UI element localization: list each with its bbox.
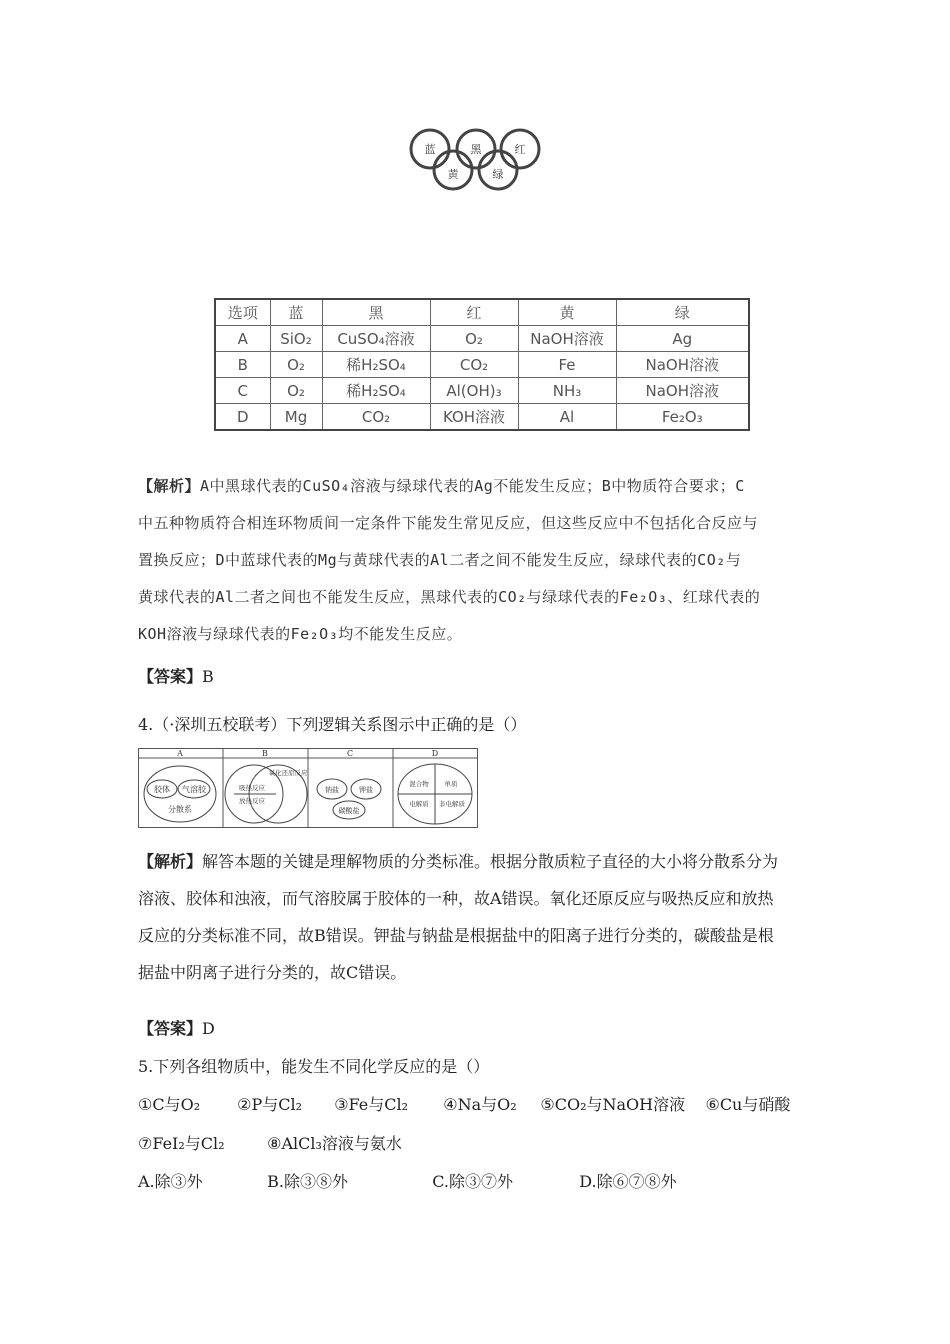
answer-value: D bbox=[202, 1019, 215, 1038]
table-cell: KOH溶液 bbox=[430, 404, 518, 431]
answer-2 bbox=[138, 1016, 215, 1039]
reaction-item: ④Na与O₂ bbox=[443, 1095, 517, 1114]
option-c[interactable]: C.除③⑦外 bbox=[432, 1172, 513, 1191]
panel-c-carbonate: 碳酸盐 bbox=[338, 807, 360, 815]
panel-d-mixture: 混合物 bbox=[409, 780, 429, 788]
question-5-items-row-1 bbox=[138, 1092, 790, 1115]
table-cell: Fe bbox=[518, 352, 616, 378]
reaction-item: ⑤CO₂与NaOH溶液 bbox=[540, 1095, 686, 1114]
table-cell: D bbox=[215, 404, 270, 431]
table-cell: O₂ bbox=[270, 352, 322, 378]
analysis-2-line: 反应的分类标准不同，故B错误。钾盐与钠盐是根据盐中的阳离子进行分类的，碳酸盐是根 bbox=[138, 926, 774, 945]
analysis-2-line: 【解析】解答本题的关键是理解物质的分类标准。根据分散质粒子直径的大小将分散系分为 bbox=[138, 852, 779, 871]
reaction-item: ⑦FeI₂与Cl₂ bbox=[138, 1134, 225, 1153]
analysis-2-line: 溶液、胶体和浊液，而气溶胶属于胶体的一种，故A错误。氧化还原反应与吸热反应和放热 bbox=[138, 889, 774, 908]
panel-d-head: D bbox=[431, 749, 439, 758]
table-cell: NaOH溶液 bbox=[616, 352, 749, 378]
table-header: 黄 bbox=[518, 299, 616, 326]
table-cell: C bbox=[215, 378, 270, 404]
reaction-item: ②P与Cl₂ bbox=[237, 1095, 302, 1114]
panel-c-head: C bbox=[346, 749, 354, 758]
table-cell: O₂ bbox=[430, 326, 518, 352]
panel-c-potassium-salt: 钾盐 bbox=[359, 786, 373, 794]
ring-label-blue: 蓝 bbox=[424, 143, 436, 156]
table-header: 蓝 bbox=[270, 299, 322, 326]
analysis-1-line: KOH溶液与绿球代表的Fe₂O₃均不能发生反应。 bbox=[138, 625, 463, 643]
analysis-label: 【解析】 bbox=[138, 852, 203, 871]
analysis-1-line: 中五种物质符合相连环物质间一定条件下能发生常见反应，但这些反应中不包括化合反应与 bbox=[138, 514, 759, 532]
analysis-1-line: 【解析】A中黑球代表的CuSO₄溶液与绿球代表的Ag不能发生反应；B中物质符合要求；C bbox=[138, 477, 745, 495]
answer-label: 【答案】 bbox=[138, 1019, 203, 1038]
panel-a-colloid: 胶体 bbox=[154, 785, 170, 794]
panel-b-redox: 氧化还原反应 bbox=[268, 769, 308, 777]
table-cell: O₂ bbox=[270, 378, 322, 404]
ring-label-green: 绿 bbox=[492, 168, 504, 181]
table-row bbox=[215, 352, 749, 378]
table-cell: Al bbox=[518, 404, 616, 431]
table-cell: CO₂ bbox=[430, 352, 518, 378]
table-cell: SiO₂ bbox=[270, 326, 322, 352]
answer-1 bbox=[138, 664, 214, 687]
panel-a-dispersion: 分散系 bbox=[168, 805, 192, 814]
panel-a-head: A bbox=[177, 749, 183, 758]
table-row bbox=[215, 326, 749, 352]
table-header: 选项 bbox=[215, 299, 270, 326]
analysis-1 bbox=[138, 468, 818, 653]
analysis-2 bbox=[138, 843, 828, 991]
table-header-row bbox=[215, 299, 749, 326]
table-cell: NaOH溶液 bbox=[518, 326, 616, 352]
panel-a-aerosol: 气溶胶 bbox=[182, 785, 206, 794]
ring-label-black: 黑 bbox=[470, 143, 482, 156]
panel-b-head: B bbox=[262, 749, 268, 758]
panel-d-element: 单质 bbox=[444, 780, 458, 788]
table-cell: Al(OH)₃ bbox=[430, 378, 518, 404]
ring-label-red: 红 bbox=[514, 143, 526, 156]
table-cell: Fe₂O₃ bbox=[616, 404, 749, 431]
reaction-item: ⑧AlCl₃溶液与氨水 bbox=[267, 1134, 402, 1153]
option-d[interactable]: D.除⑥⑦⑧外 bbox=[579, 1172, 677, 1191]
analysis-2-line: 据盐中阴离子进行分类的，故C错误。 bbox=[138, 963, 407, 982]
answer-value: B bbox=[202, 667, 214, 686]
analysis-1-line: 黄球代表的Al二者之间也不能发生反应，黑球代表的CO₂与绿球代表的Fe₂O₃、红球代表的 bbox=[138, 588, 761, 606]
table-cell: Ag bbox=[616, 326, 749, 352]
table-cell: B bbox=[215, 352, 270, 378]
table-cell: NaOH溶液 bbox=[616, 378, 749, 404]
table-cell: A bbox=[215, 326, 270, 352]
table-cell: 稀H₂SO₄ bbox=[322, 352, 430, 378]
table-row bbox=[215, 404, 749, 431]
reaction-item: ⑥Cu与硝酸 bbox=[705, 1095, 791, 1114]
analysis-1-line: 置换反应；D中蓝球代表的Mg与黄球代表的Al二者之间不能发生反应，绿球代表的CO₂与 bbox=[138, 551, 742, 569]
olympic-rings-figure bbox=[408, 126, 548, 192]
question-5-items-row-2 bbox=[138, 1131, 402, 1154]
question-5-title: 5.下列各组物质中，能发生不同化学反应的是（） bbox=[138, 1057, 490, 1076]
table-cell: 稀H₂SO₄ bbox=[322, 378, 430, 404]
question-4-title: 4.（·深圳五校联考）下列逻辑关系图示中正确的是（） bbox=[138, 715, 527, 734]
panel-b-endothermic: 吸热反应 bbox=[239, 784, 265, 792]
panel-b-exothermic: 放热反应 bbox=[239, 797, 265, 805]
panel-d-nonelectrolyte: 非电解质 bbox=[439, 800, 465, 808]
table-header: 黑 bbox=[322, 299, 430, 326]
table-header: 绿 bbox=[616, 299, 749, 326]
table-cell: CO₂ bbox=[322, 404, 430, 431]
table-row bbox=[215, 378, 749, 404]
option-a[interactable]: A.除③外 bbox=[138, 1172, 203, 1191]
panel-c-sodium-salt: 钠盐 bbox=[325, 786, 339, 794]
option-b[interactable]: B.除③⑧外 bbox=[267, 1172, 348, 1191]
options-table bbox=[214, 298, 750, 431]
table-cell: NH₃ bbox=[518, 378, 616, 404]
table-cell: Mg bbox=[270, 404, 322, 431]
logic-diagram-figure bbox=[138, 748, 478, 828]
question-5-options bbox=[138, 1169, 677, 1192]
table-header: 红 bbox=[430, 299, 518, 326]
reaction-item: ③Fe与Cl₂ bbox=[334, 1095, 409, 1114]
answer-label: 【答案】 bbox=[138, 667, 203, 686]
panel-d-electrolyte: 电解质 bbox=[409, 800, 429, 808]
ring-label-yellow: 黄 bbox=[447, 168, 459, 181]
reaction-item: ①C与O₂ bbox=[138, 1095, 201, 1114]
table-cell: CuSO₄溶液 bbox=[322, 326, 430, 352]
analysis-label: 【解析】 bbox=[138, 477, 201, 495]
